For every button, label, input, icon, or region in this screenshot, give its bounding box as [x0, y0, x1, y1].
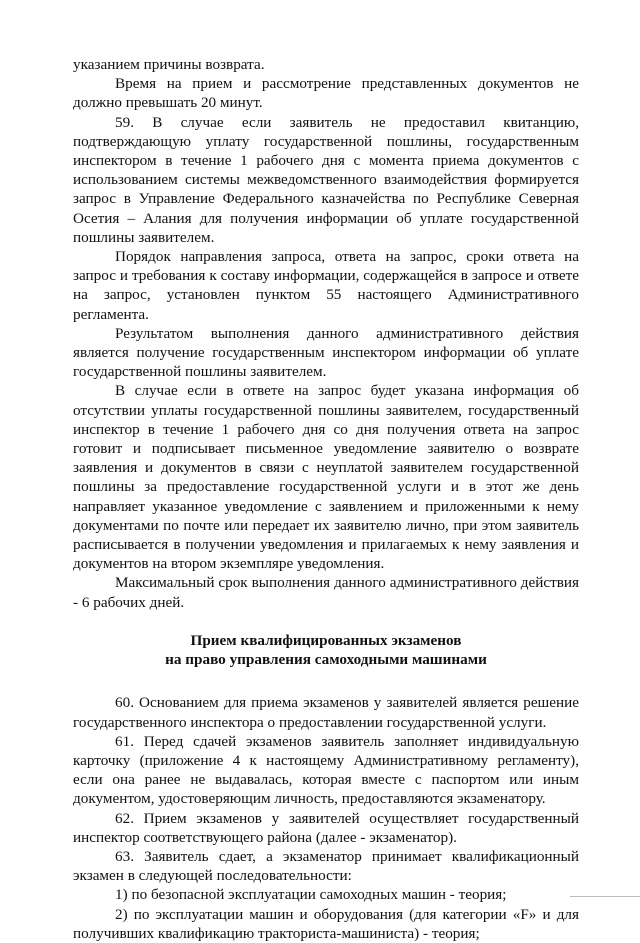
paragraph-60: 60. Основанием для приема экзаменов у заявителей является решение государственного инспектора о предоставлении государственной услуги.	[73, 694, 579, 731]
list-item-1: 1) по безопасной эксплуатации самоходных машин - теория;	[115, 886, 507, 904]
paragraph-action-result: Результатом выполнения данного административного действия является получение государственным инспектором информации об уплате государственной пошлины заявителем.	[73, 324, 579, 381]
paragraph-request-procedure: Порядок направления запроса, ответа на запрос, сроки ответа на запрос и требования к составу информации, содержащейся в запросе и ответе на запрос, установлен пунктом 55 настоящего Административного регламента.	[73, 248, 579, 323]
section-heading	[73, 631, 579, 669]
paragraph-61: 61. Перед сдачей экзаменов заявитель заполняет индивидуальную карточку (приложение 4 к настоящему Административному регламенту), если она ранее не выдавалась, которая вместе с паспортом или иным документом, удостоверяющим личность, предоставляются экзаменатору.	[73, 732, 579, 808]
section-heading-line-1: Прием квалифицированных экзаменов	[190, 631, 462, 649]
paragraph-non-payment: В случае если в ответе на запрос будет указана информация об отсутствии уплаты государственной пошлины заявителем, государственный инспектор в течение 1 рабочего дня со дня получения ответа на запрос готовит и подписывает письменное уведомление заявителю о возврате заявления и документов в связи с неуплатой заявителем государственной пошлины за предоставление государственной услуги и в этот же день направляет указанное уведомление с заявлением и приложенными к нему документами по почте или передает их заявителю лично, при этом заявитель расписывается в получении уведомления и прилагаемых к нему заявления и документов на втором экземпляре уведомления.	[73, 382, 579, 573]
paragraph-review-time: Время на прием и рассмотрение представленных документов не должно превышать 20 минут.	[73, 75, 579, 112]
paragraph-63: 63. Заявитель сдает, а экзаменатор принимает квалификационный экзамен в следующей последовательности:	[73, 847, 579, 885]
paragraph-return-reason: указанием причины возврата.	[73, 56, 265, 73]
list-item-2: 2) по эксплуатации машин и оборудования (для категории «F» и для получивших квалификацию тракториста-машиниста) - теория;	[73, 905, 579, 942]
scan-edge-mark	[570, 896, 640, 897]
paragraph-59: 59. В случае если заявитель не предоставил квитанцию, подтверждающую уплату государственной пошлины, государственным инспектором в течение 1 рабочего дня с момента приема документов с использованием системы межведомственного взаимодействия формируется запрос в Управление Федерального казначейства по Республике Северная Осетия – Алания для получения информации об уплате государственной пошлины заявителем.	[73, 113, 579, 246]
section-heading-line-2: на право управления самоходными машинами	[165, 651, 487, 669]
paragraph-62: 62. Прием экзаменов у заявителей осуществляет государственный инспектор соответствующего района (далее - экзаменатор).	[73, 809, 579, 846]
paragraph-max-term: Максимальный срок выполнения данного административного действия - 6 рабочих дней.	[73, 574, 579, 611]
document-body	[73, 55, 579, 943]
